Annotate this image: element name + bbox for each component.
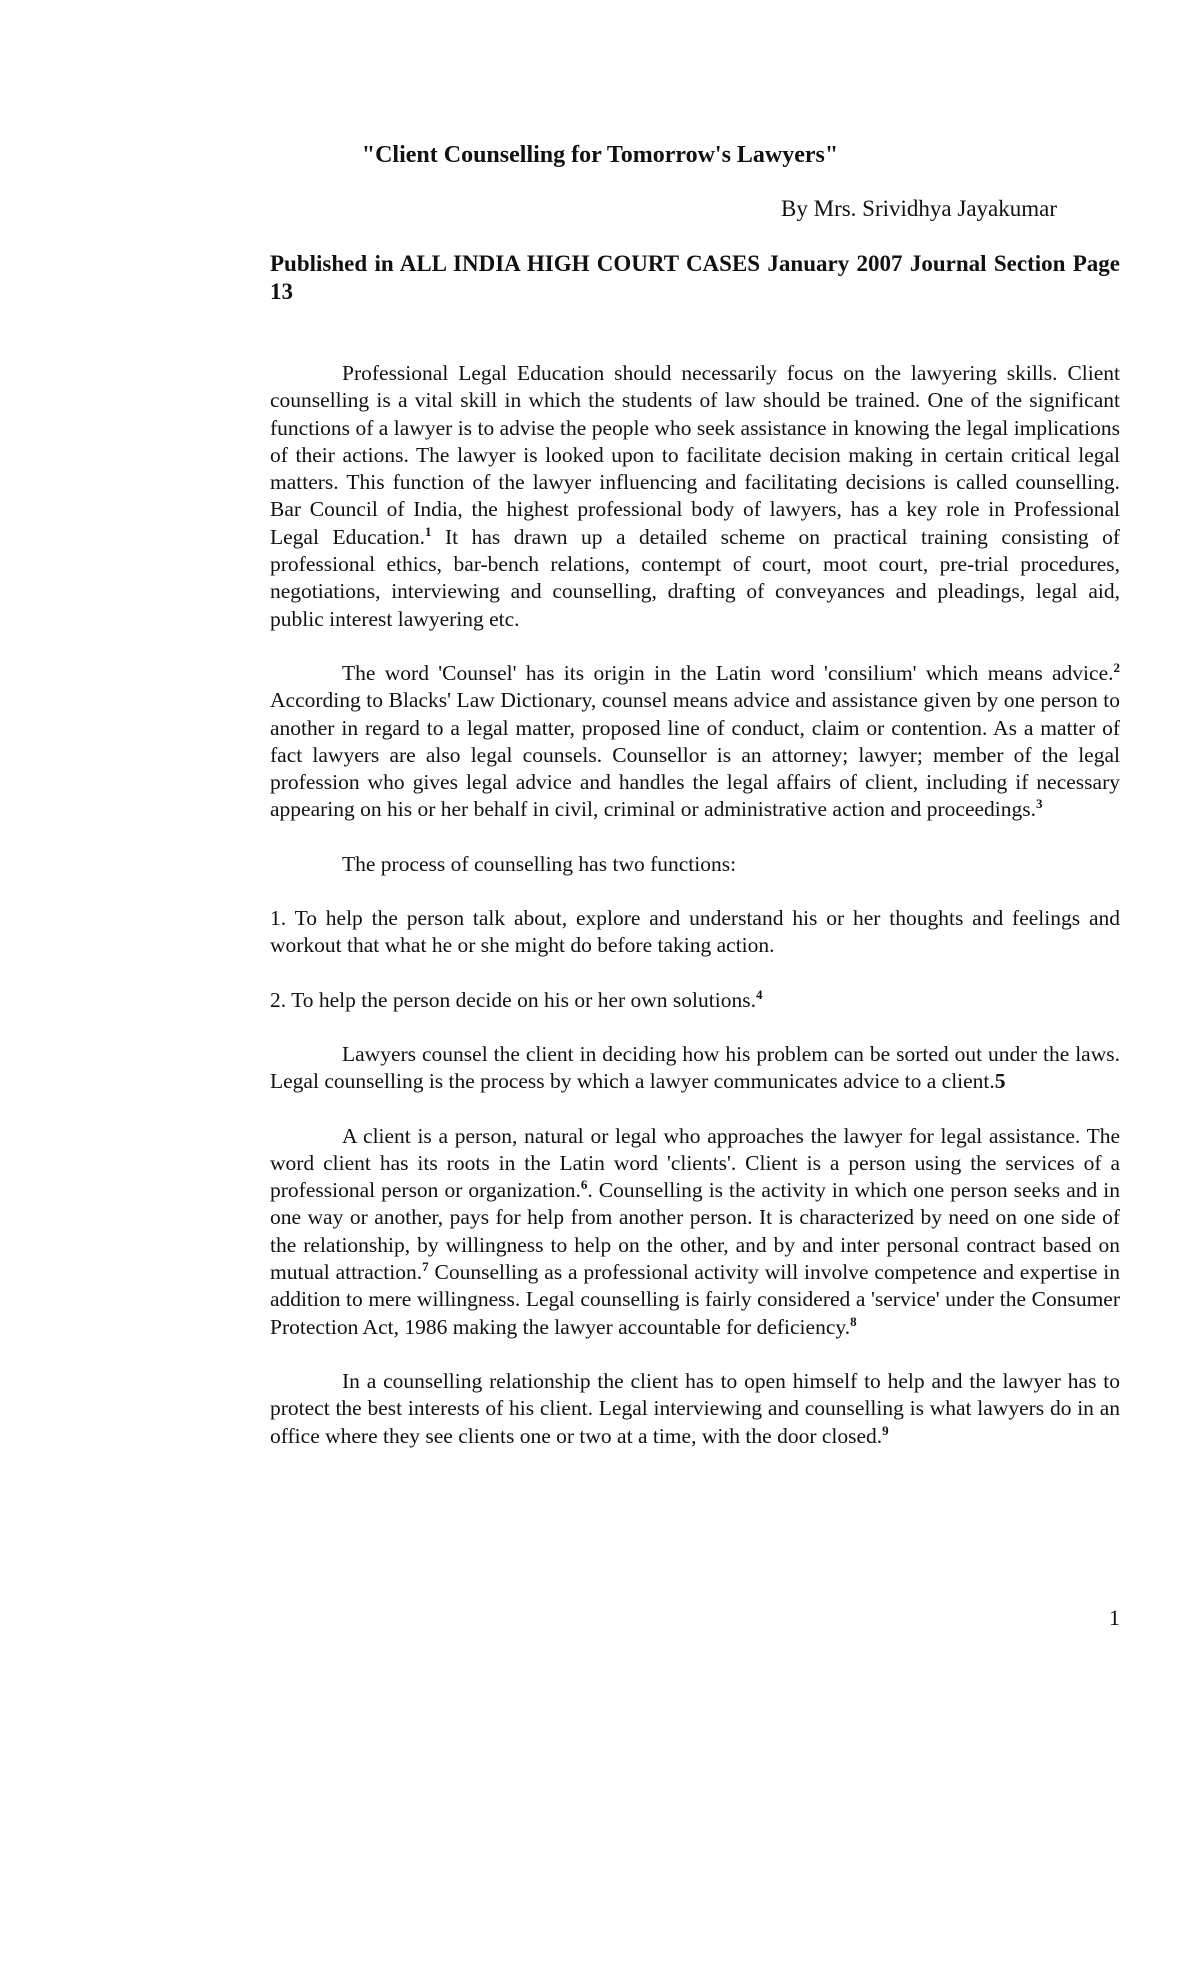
footnote-ref-7: 7 [422,1258,429,1274]
publication-info: Published in ALL INDIA HIGH COURT CASES January 2007 Journal Section Page 13 [270,251,1120,304]
list-item-function-1: 1. To help the person talk about, explore and understand his or her thoughts and feelings and workout that what he or she might do before taking action. [270,906,1120,958]
footnote-ref-4: 4 [755,986,763,1002]
footnote-ref-3: 3 [1036,796,1043,812]
paragraph-lawyers-counsel: Lawyers counsel the client in deciding how his problem can be sorted out under the laws. Legal counselling is the process by which a lawyer communicates advice to a client.5 [270,1041,1120,1094]
paragraph-word-counsel: The word 'Counsel' has its origin in the Latin word 'consilium' which means advice.$^2$ According to Blacks' Law Dictionary, counsel means advice and assistance given by one person to another in regard to a legal matter, proposed line of conduct, claim or contention. As a matter of fact lawyers are also legal counsels. Counsellor is an attorney; lawyer; member of the legal profession who gives legal advice and handles the legal affairs of client, including if necessary appearing on his or her behalf in civil, criminal or administrative action and proceedings.$^3$ [270,659,1120,822]
list-item-function-2: 2. To help the person decide on his or her own solutions.$^4$ [270,986,763,1012]
paragraph-client-definition: A client is a person, natural or legal who approaches the lawyer for legal assistance. The word client has its roots in the Latin word 'clients'. Client is a person using the services of a professional person or organization.$^6$. Counselling is the activity in which one person seeks and in one way or another, pays for help from another person. It is characterized by need on one side of the relationship, by willingness to help on the other, and by and inter personal contract based on mutual attraction.$^7$ Counselling as a professional activity will involve competence and expertise in addition to mere willingness. Legal counselling is fairly considered a 'service' under the Consumer Protection Act, 1986 making the lawyer accountable for deficiency.$^8$ [270,1123,1120,1339]
footnote-ref-5: 5 [994,1069,1006,1094]
paragraph-process-intro: The process of counselling has two functions: [342,851,737,876]
paragraph-counselling-relationship: In a counselling relationship the client has to open himself to help and the lawyer has to protect the best interests of his client. Legal interviewing and counselling is what lawyers do in an office where they see clients one or two at a time, with the door closed.$^9$ [270,1368,1120,1448]
footnote-ref-2: 2 [1113,659,1120,675]
author-byline: By Mrs. Srividhya Jayakumar [781,196,1057,221]
footnote-ref-1: 1 [424,523,432,539]
footnote-ref-8: 8 [850,1313,857,1329]
footnote-ref-6: 6 [580,1176,588,1192]
document-body [270,360,1120,1477]
page-number: 1 [1109,1605,1120,1630]
footnote-ref-9: 9 [882,1422,889,1438]
paragraph-legal-education: Professional Legal Education should necessarily focus on the lawyering skills. Client counselling is a vital skill in which the students of law should be trained. One of the significant functions of a lawyer is to advise the people who seek assistance in knowing the legal implications of their actions. The lawyer is looked upon to facilitate decision making in certain critical legal matters. This function of the lawyer influencing and facilitating decisions is called counselling. Bar Council of India, the highest professional body of lawyers, has a key role in Professional Legal Education.$^1$ It has drawn up a detailed scheme on practical training consisting of professional ethics, bar-bench relations, contempt of court, moot court, pre-trial procedures, negotiations, interviewing and counselling, drafting of conveyances and pleadings, legal aid, public interest lawyering etc. [270,361,1121,631]
document-title: "Client Counselling for Tomorrow's Lawyers" [361,142,839,168]
